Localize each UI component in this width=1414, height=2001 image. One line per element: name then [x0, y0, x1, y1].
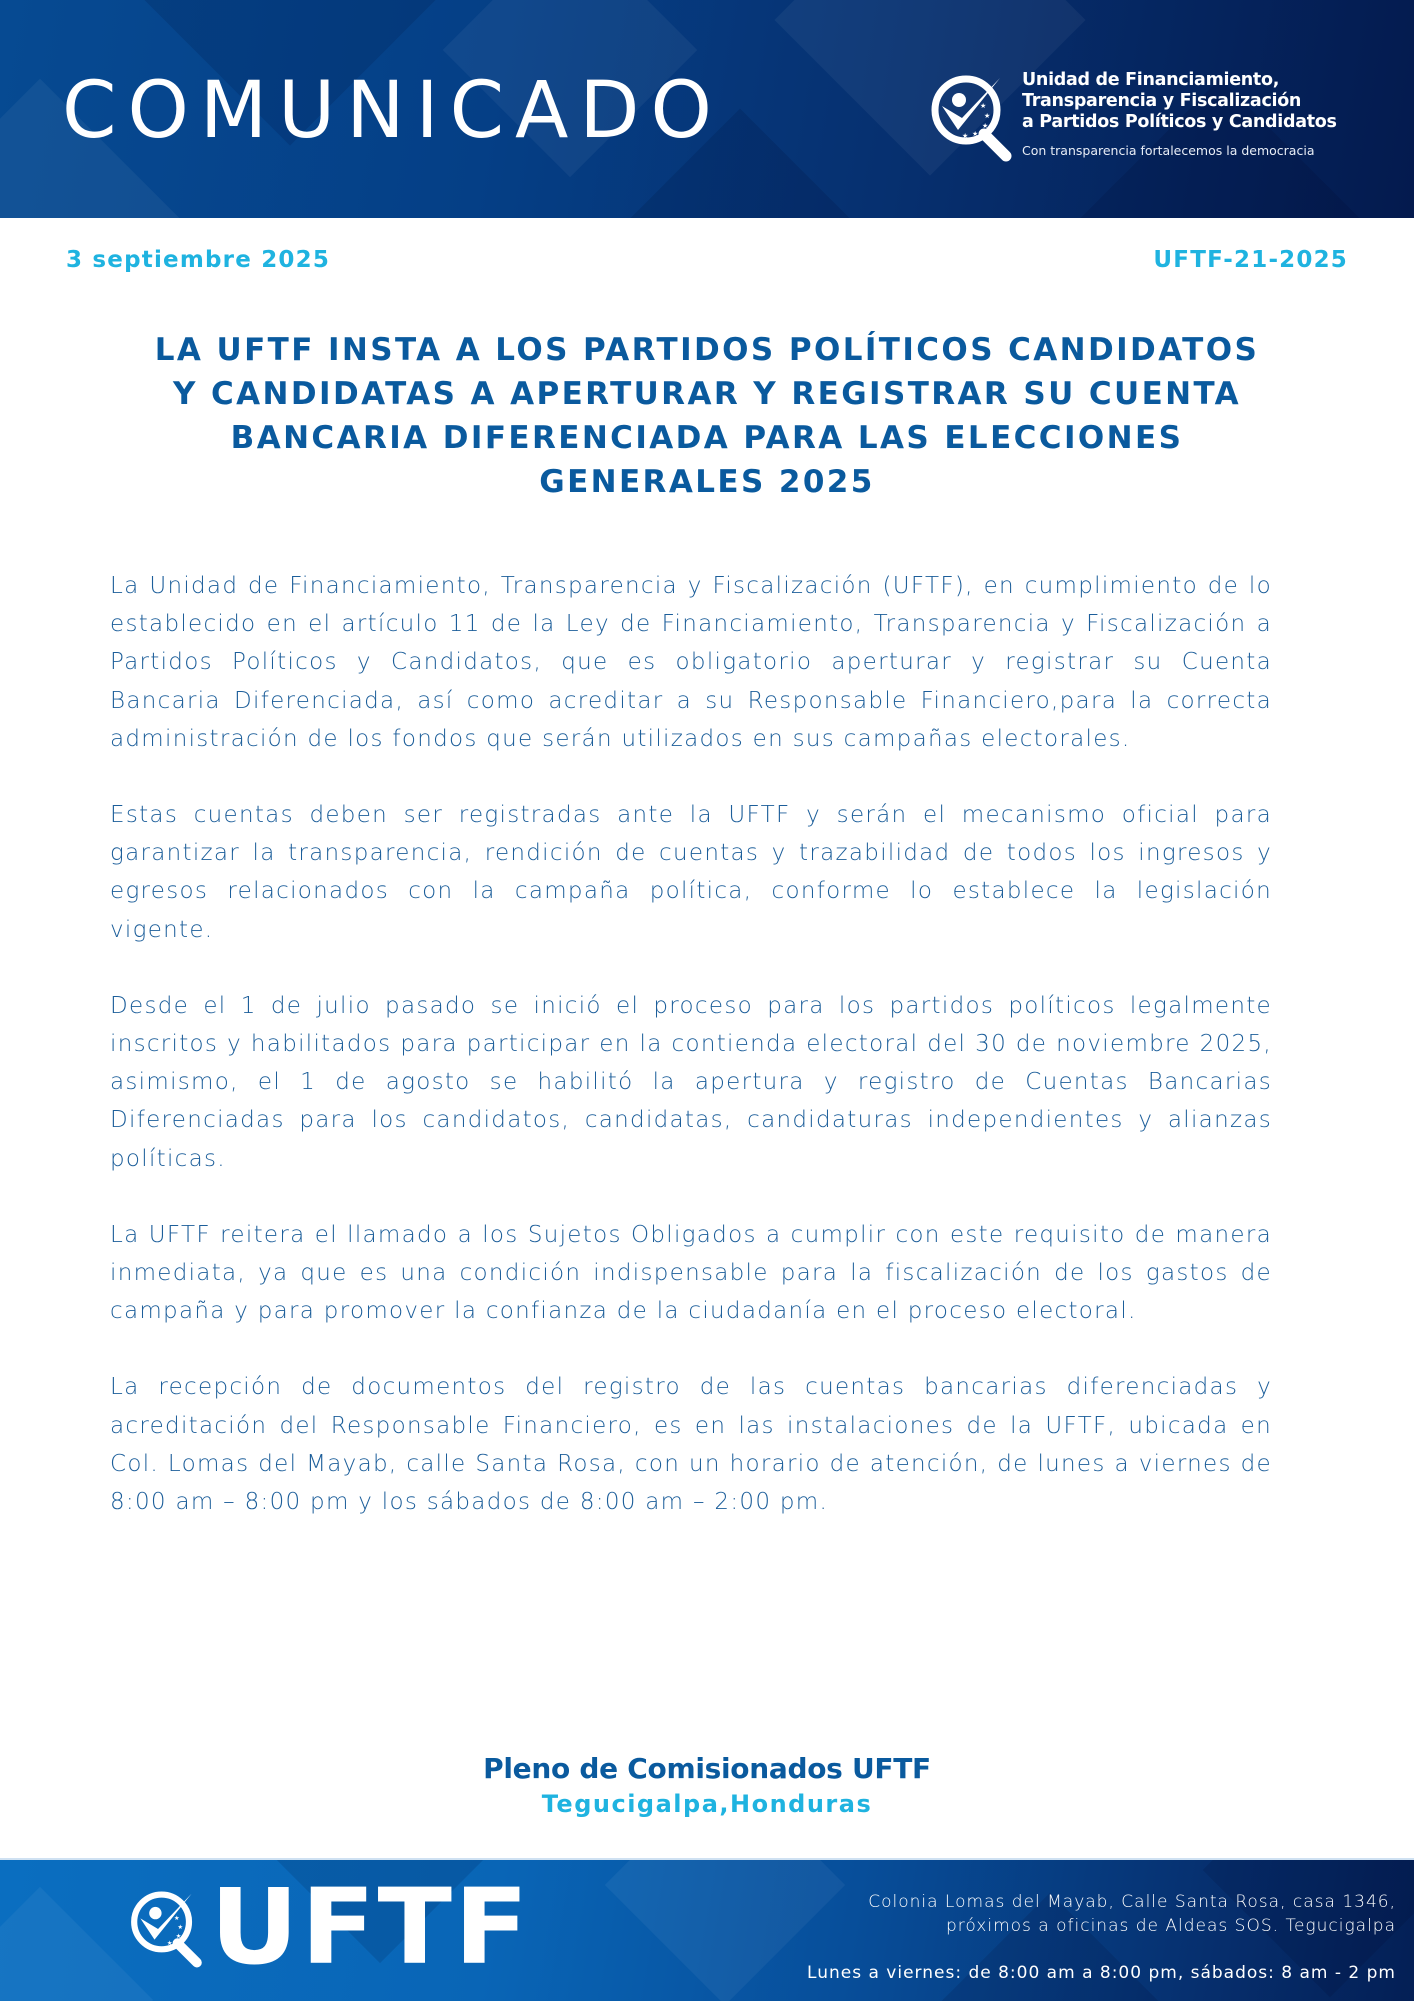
body-paragraph: La recepción de documentos del registro de las cuentas bancarias diferenciadas y acreditación del Responsable Financiero, es en las instalaciones de la UFTF, ubicada en Col. Lomas del Mayab, calle Santa Rosa, con un horario de atención, de lunes a viernes de 8:00 am – 8:00 pm y los sábados de 8:00 am – 2:00 pm. [110, 1374, 1272, 1516]
svg-text:★: ★ [982, 122, 989, 130]
magnifier-check-icon [928, 72, 1014, 164]
svg-text:★: ★ [962, 132, 969, 140]
brand-name-line: a Partidos Políticos y Candidatos [1022, 112, 1337, 132]
body-paragraph: La Unidad de Financiamiento, Transparencia y Fiscalización (UFTF), en cumplimiento de lo establecido en el artículo 11 de la Ley de Financiamiento, Transparencia y Fiscalización a Partidos Políticos y Candidatos, que es obligatorio aperturar y registrar su Cuenta Bancaria Diferenciada, así como acreditar a su Responsable Financiero,para la correcta administración de los fondos que serán utilizados en sus campañas electorales. [110, 573, 1272, 752]
footer-banner [0, 1858, 1414, 2001]
svg-text:★: ★ [173, 1915, 180, 1923]
footer-address [868, 1890, 1396, 1938]
footer-logo-text: UFTF [210, 1866, 531, 1988]
body-paragraph: Estas cuentas deben ser registradas ante la UFTF y serán el mecanismo oficial para garantizar la transparencia, rendición de cuentas y trazabilidad de todos los ingresos y egresos relacionados con la campaña política, conforme lo establece la legislación vigente. [110, 802, 1272, 943]
body-text [110, 567, 1272, 1559]
signature-place: Tegucigalpa,Honduras [541, 1790, 873, 1818]
body-paragraph: La UFTF reitera el llamado a los Sujetos Obligados a cumplir con este requisito de manera inmediata, ya que es una condición indispensable para la fiscalización de los gastos de campaña y para promover la confianza de la ciudadanía en el proceso electoral. [110, 1221, 1272, 1325]
address-line: Colonia Lomas del Mayab, Calle Santa Rosa, casa 1346, [868, 1892, 1396, 1912]
brand-name-line: Transparencia y Fiscalización [1022, 91, 1302, 111]
brand-name-line: Unidad de Financiamiento, [1022, 70, 1280, 90]
footer-hours: Lunes a viernes: de 8:00 am a 8:00 pm, sábados: 8 am - 2 pm [807, 1963, 1396, 1983]
header-banner [0, 0, 1414, 218]
brand-tagline: Con transparencia fortalecemos la democracia [1022, 143, 1315, 158]
page-title: COMUNICADO [62, 66, 723, 156]
signature-name: Pleno de Comisionados UFTF [483, 1752, 931, 1785]
svg-text:★: ★ [980, 102, 987, 110]
headline-line: GENERALES 2025 [539, 464, 875, 500]
headline-line: Y CANDIDATAS A APERTURAR Y REGISTRAR SU CUENTA [172, 376, 1242, 412]
body-paragraph: Desde el 1 de julio pasado se inició el proceso para los partidos políticos legalmente inscritos y habilitados para participar en la contienda electoral del 30 de noviembre 2025, asimismo, el 1 de agosto se habilitó la apertura y registro de Cuentas Bancarias Diferenciadas para los candidatos, candidatas, candidaturas independientes y alianzas políticas. [110, 992, 1272, 1172]
document-date: 3 septiembre 2025 [66, 247, 331, 273]
headline [70, 328, 1344, 504]
svg-text:★: ★ [972, 130, 979, 138]
brand-block [928, 70, 1398, 170]
svg-text:★: ★ [984, 112, 991, 120]
brand-name [1022, 70, 1337, 133]
address-line: próximos a oficinas de Aldeas SOS. Tegucigalpa [946, 1916, 1396, 1936]
svg-text:★: ★ [177, 1924, 184, 1931]
magnifier-check-icon [128, 1888, 204, 1970]
svg-text:★: ★ [175, 1932, 182, 1940]
svg-text:★: ★ [166, 1939, 173, 1947]
headline-line: LA UFTF INSTA A LOS PARTIDOS POLÍTICOS CANDIDATOS [154, 332, 1260, 368]
headline-line: BANCARIA DIFERENCIADA PARA LAS ELECCIONES [230, 420, 1184, 456]
document-code: UFTF-21-2025 [1153, 247, 1348, 273]
